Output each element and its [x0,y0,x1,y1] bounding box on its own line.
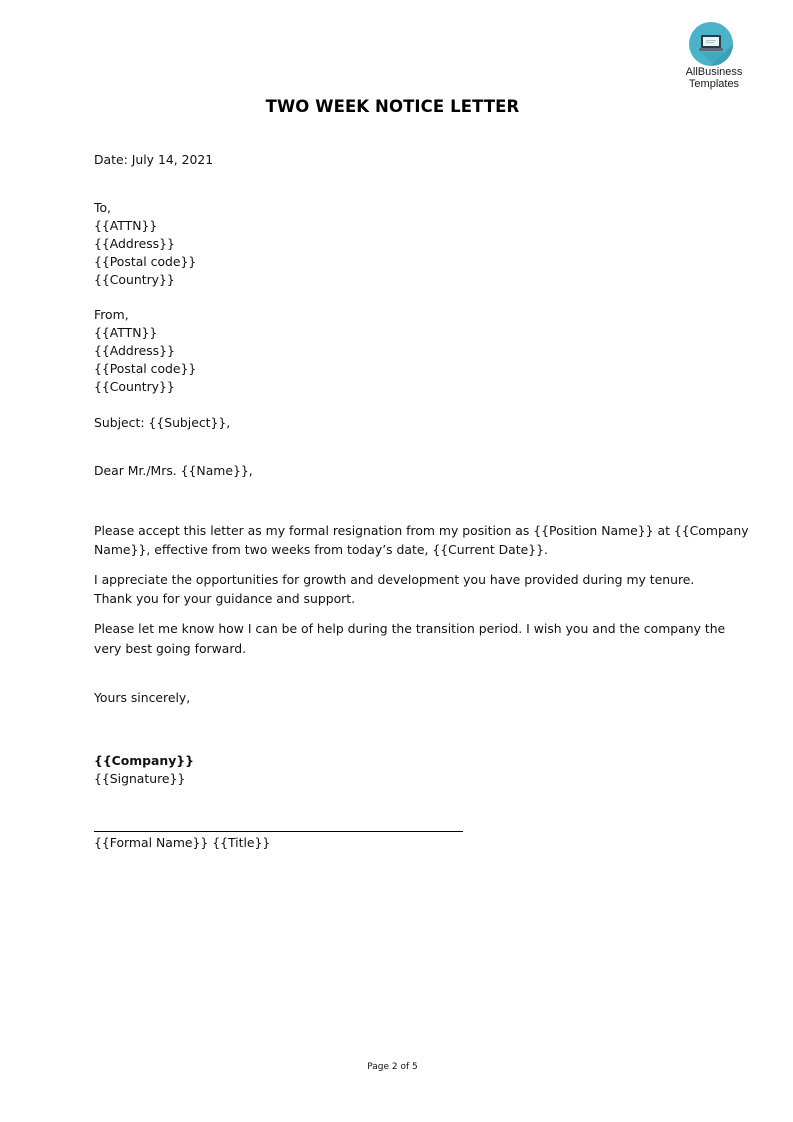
paragraph-1-line-1: Please accept this letter as my formal resignation from my position as {{Position Name}} at {{Company [94,523,749,538]
to-country: {{Country}} [94,272,175,287]
from-label: From, [94,307,129,322]
logo-line-1: AllBusiness [685,66,743,78]
page-number: Page 2 of 5 [367,1062,418,1072]
signature-line [94,831,463,832]
logo-badge [689,22,733,66]
logo-line-2: Templates [688,78,740,90]
subject-line: Subject: {{Subject}}, [94,415,231,430]
to-postal-code: {{Postal code}} [94,254,197,269]
paragraph-1-line-2: Name}}, effective from two weeks from today’s date, {{Current Date}}. [94,542,548,557]
signature-placeholder: {{Signature}} [94,771,186,786]
to-label: To, [94,200,111,215]
laptop-icon [689,22,733,66]
brand-logo [676,20,752,94]
letter-title: TWO WEEK NOTICE LETTER [265,97,520,116]
closing: Yours sincerely, [94,690,191,705]
date-line: Date: July 14, 2021 [94,152,214,167]
from-address: {{Address}} [94,343,175,358]
paragraph-3-line-2: very best going forward. [94,641,247,656]
from-country: {{Country}} [94,379,175,394]
logo-wordmark [676,66,752,90]
paragraph-2-line-1: I appreciate the opportunities for growth and development you have provided during my tenure. [94,572,695,587]
from-postal-code: {{Postal code}} [94,361,197,376]
to-attn: {{ATTN}} [94,218,158,233]
paragraph-2-line-2: Thank you for your guidance and support. [94,591,356,606]
paragraph-3-line-1: Please let me know how I can be of help during the transition period. I wish you and the company the [94,621,726,636]
salutation: Dear Mr./Mrs. {{Name}}, [94,463,253,478]
formal-name-title: {{Formal Name}} {{Title}} [94,835,271,850]
company-placeholder: {{Company}} [94,753,194,768]
from-attn: {{ATTN}} [94,325,158,340]
to-address: {{Address}} [94,236,175,251]
